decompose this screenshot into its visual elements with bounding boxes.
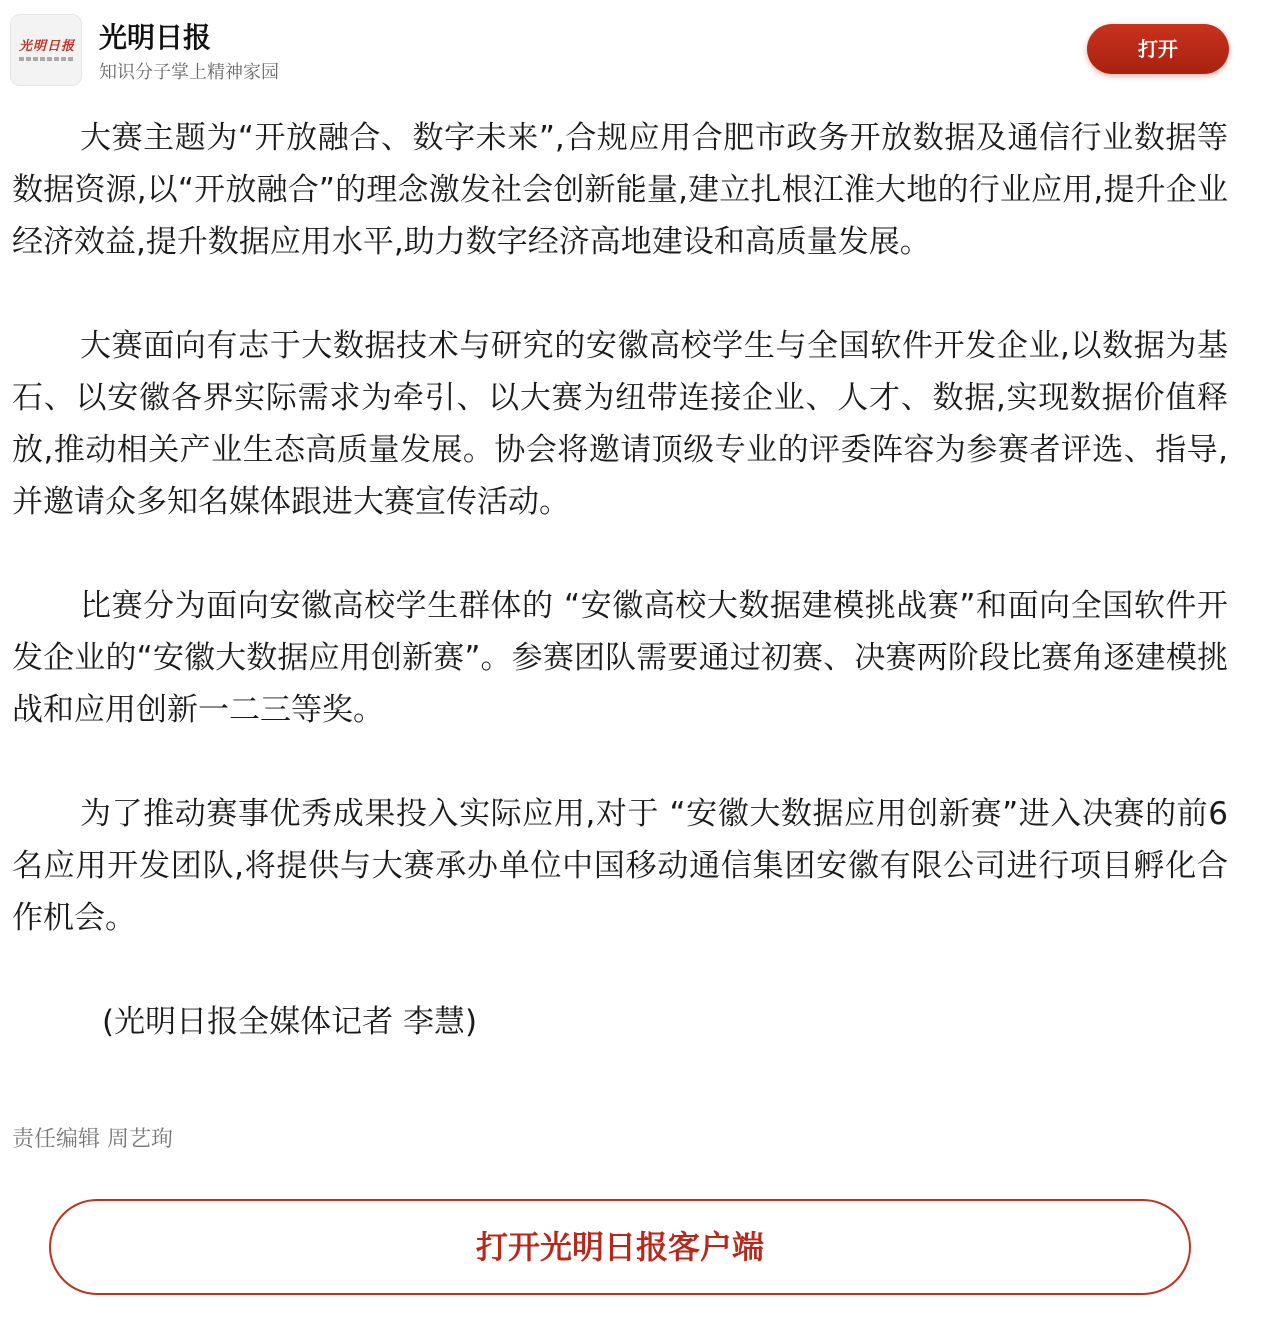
app-slogan: 知识分子掌上精神家园	[99, 62, 279, 83]
article-paragraph: 大赛主题为“开放融合、数字未来”,合规应用合肥市政务开放数据及通信行业数据等数据资源,以“开放融合”的理念激发社会创新能量,建立扎根江淮大地的行业应用,提升企业经济效益,提升数据应用水平,助力数字经济高地建设和高质量发展。	[12, 120, 1228, 260]
open-client-button[interactable]: 打开光明日报客户端	[49, 1199, 1191, 1295]
article-paragraph: 大赛面向有志于大数据技术与研究的安徽高校学生与全国软件开发企业,以数据为基石、以安徽各界实际需求为牵引、以大赛为纽带连接企业、人才、数据,实现数据价值释放,推动相关产业生态高质量发展。协会将邀请顶级专业的评委阵容为参赛者评选、指导,并邀请众多知名媒体跟进大赛宣传活动。	[12, 328, 1228, 520]
article-body	[12, 112, 1228, 1048]
article-paragraph: 为了推动赛事优秀成果投入实际应用,对于 “安徽大数据应用创新赛”进入决赛的前6名应用开发团队,将提供与大赛承办单位中国移动通信集团安徽有限公司进行项目孵化合作机会。	[12, 796, 1228, 936]
article-byline: (光明日报全媒体记者 李慧)	[102, 1004, 478, 1040]
article-paragraph: 比赛分为面向安徽高校学生群体的 “安徽高校大数据建模挑战赛”和面向全国软件开发企业的“安徽大数据应用创新赛”。参赛团队需要通过初赛、决赛两阶段比赛角逐建模挑战和应用创新一二三等奖。	[12, 588, 1228, 728]
responsible-editor: 责任编辑 周艺珣	[12, 1127, 173, 1152]
logo-calligraphy: 光明日报	[18, 39, 75, 54]
app-name: 光明日报	[99, 21, 212, 54]
app-logo[interactable]	[10, 14, 82, 86]
logo-subtitle-mark	[19, 57, 75, 61]
open-app-button[interactable]: 打开	[1087, 24, 1229, 74]
app-banner	[0, 0, 1270, 100]
